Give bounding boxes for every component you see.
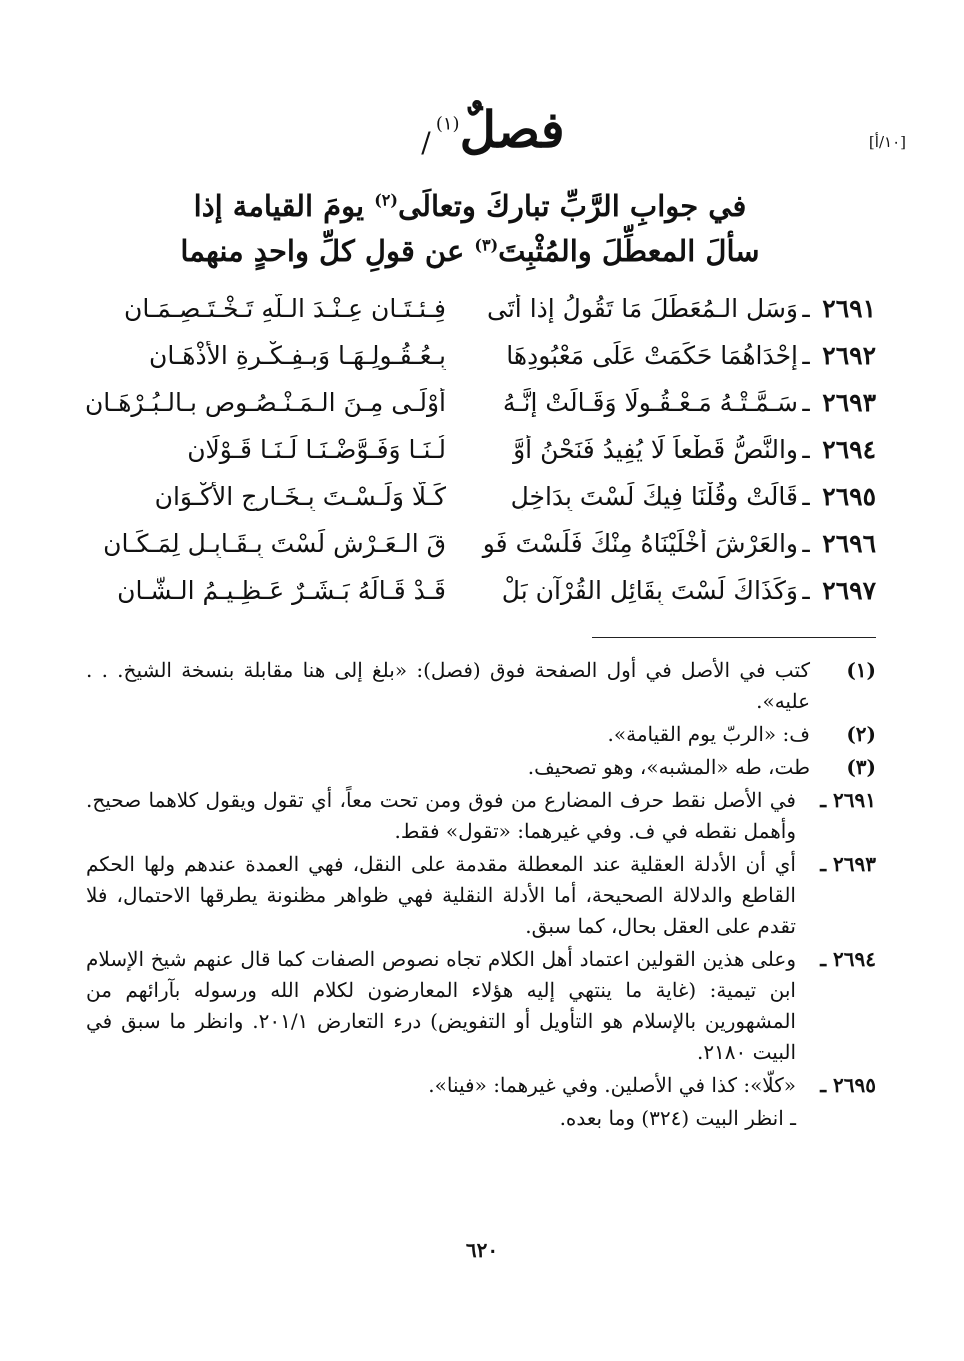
commentary-entry — [86, 944, 876, 1068]
verse-row: ٢٦٩١ ـ وَسَلِ الـمُعَطِّلَ مَا تَقُولُ إذا أتَى فِـئـتَـانِ عِـنْـدَ الـلَّهِ تَـخْـتَـصِـمَـانِ — [81, 285, 876, 332]
commentary-text: وعلى هذين القولين اعتماد أهل الكلام تجاه نصوص الصفات كما قال عنهم شيخ الإسلام ابن تيمية: (غاية ما ينتهي إليه هؤلاء المعارضون لكلام الله ورسوله بآرائهم من المشهورين بالإسلام هو التأويل أو التفويض) درء التعارض ٢٠١/١. وانظر ما سبق في البيت ٢١٨٠. — [86, 947, 796, 1064]
footnote-separator — [592, 637, 876, 638]
verse-first-hemistich: والنَّصُّ قَطْعاً لَا يُفِيدُ فَنَحْنُ أوَّ — [513, 435, 798, 464]
footnote-mark: (٢) — [846, 722, 876, 746]
verse-second-hemistich: قَـدْ قَـالَهُ بَـشَـرٌ عَـظِـيـمُ الـشَّـانِ — [117, 576, 446, 605]
commentary-mark: ٢٦٩١ ـ — [820, 788, 876, 812]
page-number: ٦٢٠ — [465, 1238, 499, 1262]
footnote-mark: (١) — [846, 658, 876, 682]
chapter-title-line-1: في جوابِ الرَّبِّ تباركَ وتعالَى$^{(٢)}$ يومَ القيامة إذا — [193, 189, 747, 223]
footnote-text: كتب في الأصل في أول الصفحة فوق (فصل): «بلغ إلى هنا مقابلة بنسخة الشيخ. . . عليه». — [86, 658, 810, 713]
verse-number: ٢٦٩٦ — [822, 529, 876, 558]
verse-second-hemistich: بِـعُـقُـولِـهَـا وَبِـفِـكْـرةِ الأذْهَـانِ — [148, 341, 446, 370]
title-ref-3: (٣) — [474, 235, 499, 255]
verse-number: ٢٦٩٤ — [822, 435, 876, 464]
verse-row: ٢٦٩٢ ـ إحْدَاهُمَا حَكَمَتْ عَلَى مَعْبُودِهَا بِـعُـقُـولِـهَـا وَبِـفِـكْـرةِ الأذْهَـانِ — [81, 332, 876, 379]
footnote — [86, 655, 876, 717]
chapter-title-line-2: سألَ المعطِّلَ والمُثْبِتَ$^{(٣)}$ عن قولِ كلِّ واحدٍ منهما — [180, 234, 760, 268]
verse-number: ٢٦٩٥ — [822, 482, 876, 511]
footnote — [86, 752, 876, 783]
commentary-text: «كلّا»: كذا في الأصلين. وفي غيرهما: «فينا». — [428, 1073, 796, 1097]
verse-list — [81, 285, 876, 614]
commentary-mark: ٢٦٩٣ ـ — [820, 852, 876, 876]
verse-number: ٢٦٩٣ — [822, 388, 876, 417]
verse-row: ٢٦٩٥ ـ قَالَتْ وقُلْنَا فِيكَ لَسْتَ بِدَاخِلٍ كَـلَّا وَلَـسْـتَ بِـخَـارِجِ الأكْـوَانِ — [81, 473, 876, 520]
commentary-subnote: ـ انظر البيت (٣٢٤) وما بعده. — [559, 1106, 796, 1130]
footnote-mark: (٣) — [846, 755, 876, 779]
commentary-text: أي أن الأدلة العقلية عند المعطلة مقدمة على النقل، فهي العمدة عندهم ولها الحكم القاطع والدلالة الصحيحة، أما الأدلة النقلية فهي ظواهر مظنونة يطرقها الاحتمال، فلا تقدم على العقل بحال، كما سبق. — [86, 852, 796, 938]
verse-first-hemistich: والعَرْشَ أخْلَيْنَاهُ مِنْكَ فَلَسْتَ فَو — [482, 529, 798, 558]
section-slash: / — [421, 126, 431, 159]
commentary-text: في الأصل نقط حرف المضارع من فوق ومن تحت معاً، أي تقول ويقول كلاهما صحيح. وأهمل نقطه في ف. وفي غيرهما: «تقول» فقط. — [86, 788, 796, 843]
verse-number: ٢٦٩٢ — [822, 341, 876, 370]
verse-row: ٢٦٩٧ ـ وَكَذَاكَ لَسْتَ بِقَائِلِ القُرْآنِ بَلْ قَـدْ قَـالَهُ بَـشَـرٌ عَـظِـيـمُ الـشَّـانِ — [81, 567, 876, 614]
footnote — [86, 719, 876, 750]
verse-second-hemistich: لُـنَـا وَفَـوَّضْـنَـا لَـنَـا قَـوْلَانِ — [187, 435, 446, 464]
commentary-mark: ٢٦٩٤ ـ — [820, 947, 876, 971]
verse-first-hemistich: قَالَتْ وقُلْنَا فِيكَ لَسْتَ بِدَاخِلٍ — [510, 482, 798, 511]
verse-second-hemistich: أوْلَـى مِـنَ الـمَـنْـصُـوصِ بـالـبُـرْهَـانِ — [84, 388, 446, 417]
title-ref-2: (٢) — [374, 190, 398, 210]
commentary-entry — [86, 785, 876, 847]
verse-first-hemistich: إحْدَاهُمَا حَكَمَتْ عَلَى مَعْبُودِهَا — [506, 341, 798, 370]
section-heading-ref: (١) — [435, 113, 460, 135]
verse-second-hemistich: قَ الـعَـرْشِ لَسْتَ بِـقَـابِـلٍ لِمَـكَـانِ — [103, 529, 446, 558]
verse-row: ٢٦٩٣ ـ سَـمَّـتْـهُ مَـعْـقُـولًا وَقَـالَتْ إنَّـهُ أوْلَـى مِـنَ الـمَـنْـصُـوصِ بـالـبُـرْهَـانِ — [81, 379, 876, 426]
commentary-entry — [86, 849, 876, 942]
verse-first-hemistich: سَـمَّـتْـهُ مَـعْـقُـولًا وَقَـالَتْ إنَّـهُ — [502, 388, 798, 417]
commentary-mark: ٢٦٩٥ ـ — [820, 1073, 876, 1097]
verse-row: ٢٦٩٦ ـ والعَرْشَ أخْلَيْنَاهُ مِنْكَ فَلَسْتَ فَو قَ الـعَـرْشِ لَسْتَ بِـقَـابِـلٍ لِمَـكَـانِ — [81, 520, 876, 567]
commentary-entry — [86, 1070, 876, 1101]
verse-second-hemistich: فِـئـتَـانِ عِـنْـدَ الـلَّهِ تَـخْـتَـصِـمَـانِ — [124, 294, 446, 323]
verse-number: ٢٦٩٧ — [822, 576, 876, 605]
footnote-text: طت، طه «المشبه»، وهو تصحيف. — [527, 755, 810, 779]
folio-mark: [١٠/أ] — [868, 133, 906, 151]
verse-row: ٢٦٩٤ ـ والنَّصُّ قَطْعاً لَا يُفِيدُ فَنَحْنُ أوَّ لُـنَـا وَفَـوَّضْـنَـا لَـنَـا قَـوْلَانِ — [81, 426, 876, 473]
section-heading — [0, 100, 964, 159]
verse-second-hemistich: كَـلَّا وَلَـسْـتَ بِـخَـارِجِ الأكْـوَانِ — [154, 482, 446, 511]
footnotes-section — [86, 655, 876, 1134]
footnote-text: ف: «الربّ يوم القيامة». — [607, 722, 810, 746]
verse-first-hemistich: وَسَلِ الـمُعَطِّلَ مَا تَقُولُ إذا أتَى — [487, 294, 798, 323]
verse-number: ٢٦٩١ — [822, 294, 876, 323]
verse-first-hemistich: وَكَذَاكَ لَسْتَ بِقَائِلِ القُرْآنِ بَلْ — [501, 576, 798, 605]
section-heading-word: فصلٌ$^{(١)}$ — [435, 100, 565, 159]
